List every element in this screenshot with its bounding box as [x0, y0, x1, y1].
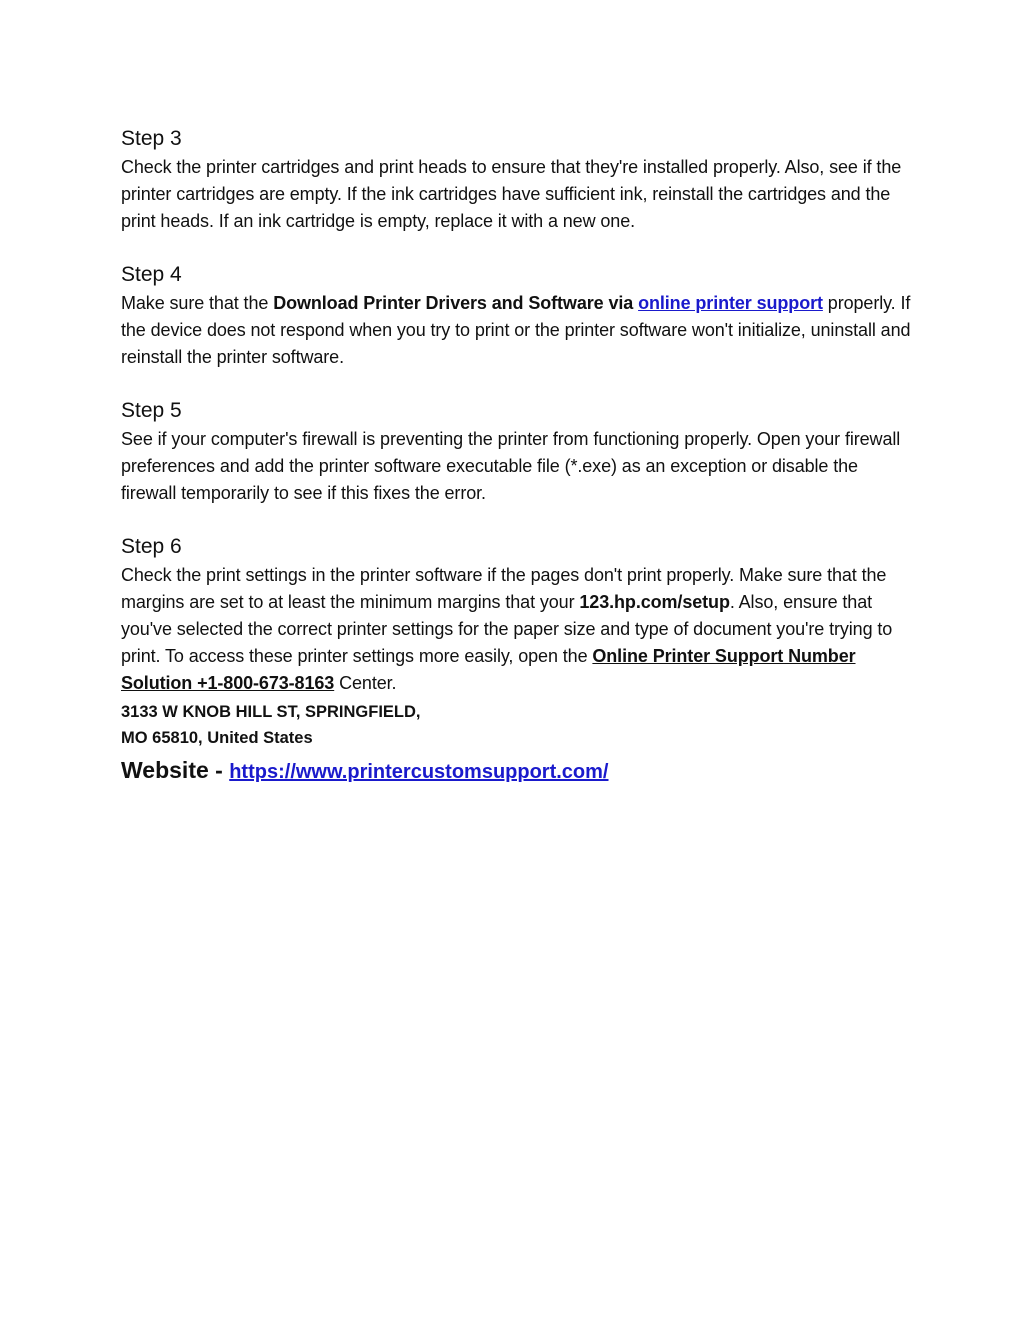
step-6-text-middle: . Also, ensure that you've selected the correct printer settings for the paper size and type of document you're trying to print. To access these printer settings more easily, open the — [121, 592, 893, 666]
website-url-link[interactable]: https://www.printercustomsupport.com/ — [229, 761, 609, 783]
address-line-2: MO 65810, United States — [121, 729, 313, 747]
hp-setup-bold-text: 123.hp.com/setup — [579, 592, 730, 612]
step-4-title: Step 4 — [121, 263, 182, 286]
step-4-text-after: properly. If the device does not respond when you try to print or the printer software won't initialize, uninstall and reinstall the printer software. — [121, 293, 911, 367]
step-4-section — [121, 260, 911, 371]
address-block — [121, 699, 911, 751]
step-6-section — [121, 532, 911, 697]
step-3-title: Step 3 — [121, 127, 182, 150]
website-line — [121, 753, 911, 789]
step-3-section — [121, 124, 911, 235]
step-4-text-before: Make sure that the — [121, 293, 274, 313]
step-6-title: Step 6 — [121, 535, 182, 558]
step-5-title: Step 5 — [121, 399, 182, 422]
document-page — [121, 124, 911, 789]
step-4-paragraph — [121, 290, 911, 371]
step-4-bold-text: Download Printer Drivers and Software via — [273, 293, 639, 313]
step-6-text-before: Check the print settings in the printer software if the pages don't print properly. Make sure that the margins are set to at least the minimum margins that your — [121, 565, 887, 612]
online-printer-support-link[interactable]: online printer support — [638, 293, 823, 313]
step-6-text-after: Center. — [334, 673, 397, 693]
step-5-section — [121, 396, 911, 507]
support-number-link[interactable]: Online Printer Support Number Solution +1-800-673-8163 — [121, 646, 856, 693]
step-5-text: See if your computer's firewall is preventing the printer from functioning properly. Open your firewall preferences and add the printer software executable file (*.exe) as an exception or disable the firewall temporarily to see if this fixes the error. — [121, 429, 901, 503]
website-label: Website - — [121, 757, 230, 783]
address-line-1: 3133 W KNOB HILL ST, SPRINGFIELD, — [121, 703, 421, 721]
step-6-paragraph — [121, 562, 911, 697]
step-3-text: Check the printer cartridges and print heads to ensure that they're installed properly. Also, see if the printer cartridges are empty. If the ink cartridges have sufficient ink, reinstall the cartridges and the print heads. If an ink cartridge is empty, replace it with a new one. — [121, 157, 902, 231]
